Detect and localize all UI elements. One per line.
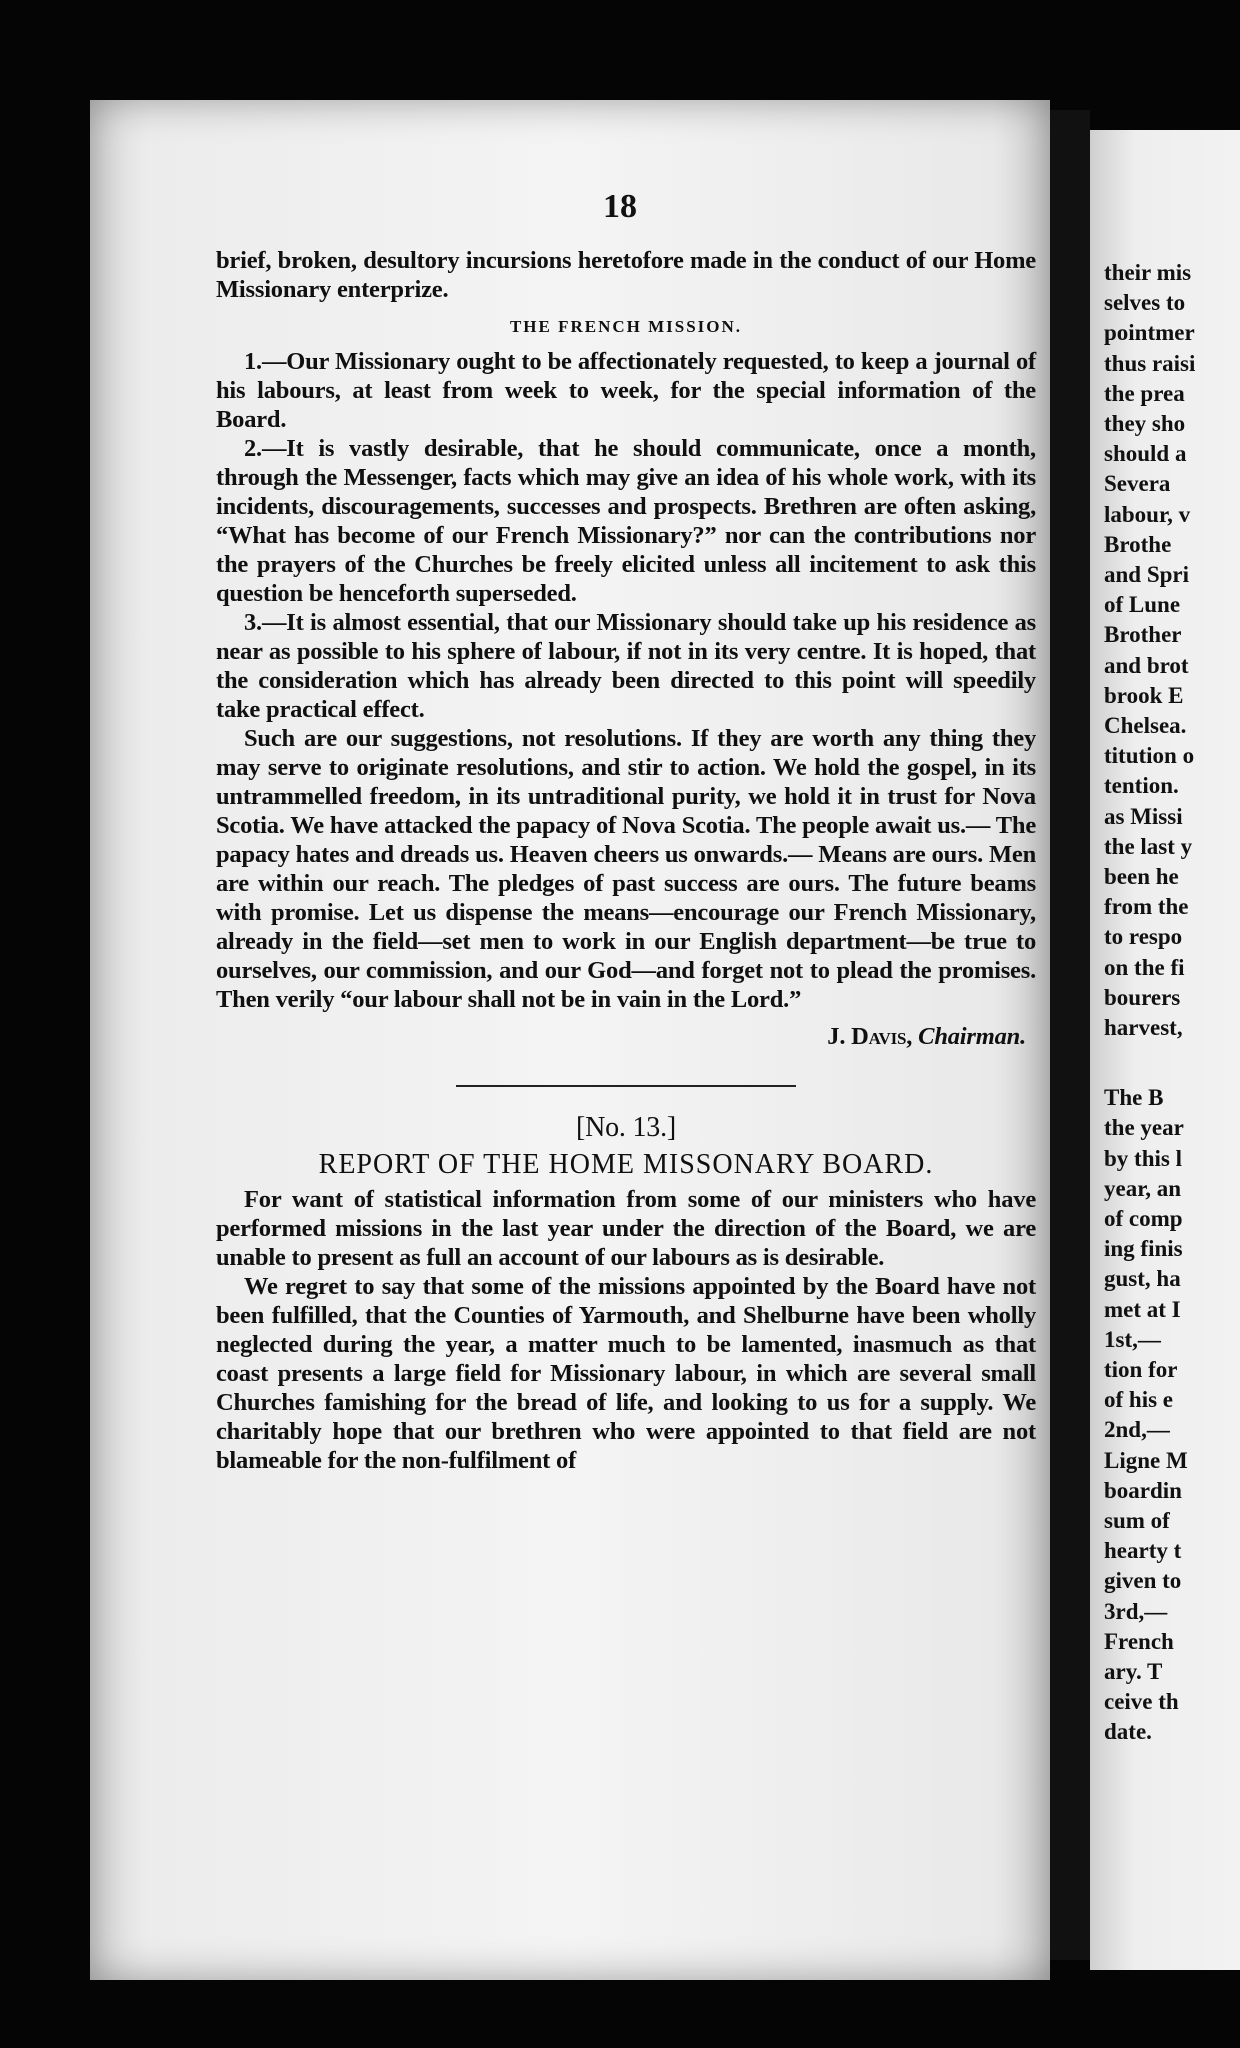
right-page-line: Chelsea. — [1104, 713, 1187, 738]
right-page-line: brook E — [1104, 682, 1184, 708]
right-page-line: French — [1104, 1628, 1174, 1654]
right-page-line: of his e — [1104, 1387, 1173, 1413]
right-page-line: ceive th — [1104, 1689, 1179, 1715]
right-page-line: Ligne M — [1104, 1447, 1188, 1473]
right-page-line: given to — [1104, 1568, 1182, 1594]
right-page-line: selves to — [1104, 290, 1186, 316]
right-page-line: bourers — [1104, 984, 1181, 1010]
right-page-line: Severa — [1104, 471, 1171, 497]
report-title: REPORT OF THE HOME MISSONARY BOARD. — [318, 1149, 934, 1180]
right-page-line: The B — [1104, 1085, 1164, 1111]
signature-name: J. Davis, — [827, 1023, 913, 1050]
report-paragraph-1: For want of statistical information from some of our ministers who have performed missions in the last year under the direction of the Board, we are unable to present as full an account of our labours as is desirable. — [216, 1186, 1036, 1271]
signature-title: Chairman. — [918, 1023, 1026, 1050]
right-page-line: should a — [1104, 441, 1187, 467]
right-page-line: labour, v — [1104, 501, 1191, 527]
right-page-line: 2nd,— — [1104, 1417, 1170, 1443]
right-page-line: the last y — [1104, 833, 1193, 859]
right-page-line: by this l — [1104, 1145, 1182, 1171]
section-heading: THE FRENCH MISSION. — [509, 317, 743, 336]
right-page-line: tion for — [1104, 1357, 1178, 1382]
right-page-line: 3rd,— — [1104, 1598, 1168, 1624]
document-number: [No. 13.] — [575, 1112, 677, 1143]
book-gutter — [1050, 110, 1090, 1960]
right-page-line: been he — [1104, 864, 1179, 889]
right-page-line: ary. T — [1104, 1659, 1163, 1684]
right-page-line: ing finis — [1104, 1236, 1183, 1262]
right-page-line: thus raisi — [1104, 350, 1196, 376]
right-page-line: pointmer — [1104, 320, 1195, 346]
right-page-line: tention. — [1104, 773, 1179, 799]
right-page-line: as Missi — [1104, 803, 1183, 829]
text-column — [216, 246, 1036, 1475]
paragraph-2: 2.—It is vastly desirable, that he should communicate, once a month, through the Messenger, facts which may give an idea of his whole work, with its incidents, discouragements, successes and prospects. Brethren are often asking, “What has become of our French Missionary?” nor can the contributions nor the prayers of the Churches be freely elicited unless all incitement to ask this question be henceforth superseded. — [216, 435, 1036, 607]
right-page — [1090, 130, 1240, 1970]
paragraph-1: 1.—Our Missionary ought to be affectionately requested, to keep a journal of his labours, at least from week to week, for the special information of the Board. — [216, 348, 1036, 433]
intro-paragraph: brief, broken, desultory incursions heretofore made in the conduct of our Home Missionary enterprize. — [216, 247, 1036, 303]
right-page-line: sum of — [1104, 1508, 1170, 1533]
paragraph-3: 3.—It is almost essential, that our Missionary should take up his residence as near as possible to his sphere of labour, if not in its very centre. It is hoped, that the consideration which has already been directed to this point will speedily take practical effect. — [216, 609, 1036, 723]
right-page-line: the prea — [1104, 380, 1185, 406]
signature — [216, 1022, 1036, 1051]
right-page-line: hearty t — [1104, 1538, 1182, 1564]
right-page-line: they sho — [1104, 411, 1186, 436]
right-page-line: to respo — [1104, 924, 1183, 950]
right-page-line: Brother — [1104, 622, 1182, 648]
right-page-line: titution o — [1104, 743, 1195, 769]
section-divider — [456, 1085, 796, 1087]
right-page-line: and Spri — [1104, 562, 1190, 587]
right-page-line: 1st,— — [1104, 1326, 1161, 1352]
right-page-line: date. — [1104, 1719, 1152, 1745]
right-page-line: harvest, — [1104, 1015, 1183, 1040]
right-page-line: and brot — [1104, 652, 1189, 678]
right-page-line: met at I — [1104, 1296, 1181, 1322]
right-page-line: of comp — [1104, 1206, 1183, 1231]
right-page-line: on the fi — [1104, 954, 1185, 980]
report-paragraph-2: We regret to say that some of the missions appointed by the Board have not been fulfilled, that the Counties of Yarmouth, and Shelburne have been wholly neglected during the year, a matter much to be lamented, inasmuch as that coast presents a large field for Missionary labour, in which are several small Churches famishing for the bread of life, and looking to us for a supply. We charitably hope that our brethren who were appointed to that field are not blameable for the non-fulfilment of — [216, 1273, 1036, 1474]
page-number: 18 — [603, 188, 637, 225]
right-page-line: Brothe — [1104, 531, 1172, 557]
right-page-line: of Lune — [1104, 592, 1181, 618]
right-page-line: from the — [1104, 894, 1189, 920]
paragraph-conclusion: Such are our suggestions, not resolutions. If they are worth any thing they may serve to originate resolutions, and stir to action. We hold the gospel, in its untrammelled freedom, in its untraditional purity, we hold it in trust for Nova Scotia. We have attacked the papacy of Nova Scotia. The people await us.— The papacy hates and dreads us. Heaven cheers us onwards.— Means are ours. Men are within our reach. The pledges of past success are ours. The future beams with promise. Let us dispense the means—encourage our French Missionary, already in the field—set men to work in our English department—be true to ourselves, our commission, and our God—and forget not to plead the promises. Then verily “our labour shall not be in vain in the Lord.” — [216, 725, 1036, 1013]
right-page-line: gust, ha — [1104, 1266, 1181, 1292]
right-page-line: boardin — [1104, 1477, 1182, 1503]
right-page-line: the year — [1104, 1115, 1184, 1141]
right-page-line: year, an — [1104, 1175, 1182, 1201]
right-page-line: their mis — [1104, 260, 1192, 285]
